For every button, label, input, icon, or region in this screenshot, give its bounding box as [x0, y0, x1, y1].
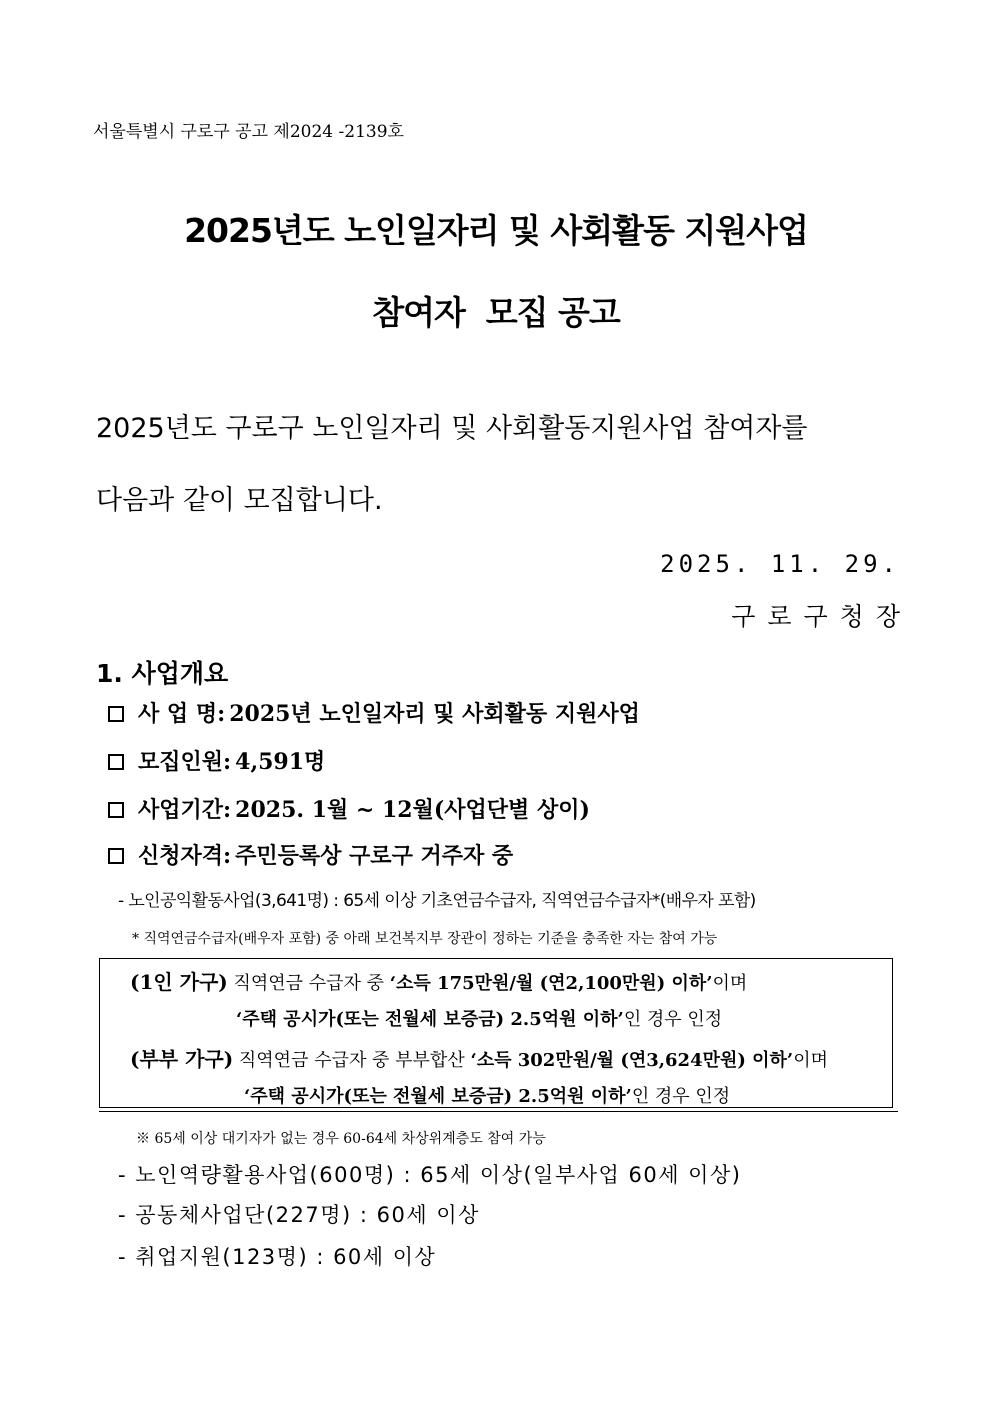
criteria-income: ‘소득 302만원/월 (연3,624만원) 이하’	[470, 1050, 794, 1071]
checkbox-square-icon	[108, 754, 124, 770]
checkbox-square-icon	[108, 706, 124, 722]
notice-date: 2025. 11. 29.	[660, 550, 900, 578]
criteria-housing: ‘주택 공시가(또는 전월세 보증금) 2.5억원 이하’	[244, 1086, 632, 1107]
list-item-capacity-project: - 노인역량활용사업(600명) : 65세 이상(일부사업 60세 이상)	[118, 1163, 742, 1187]
notice-number: 서울특별시 구로구 공고 제2024 -2139호	[93, 122, 404, 142]
list-item-community-project: - 공동체사업단(227명) : 60세 이상	[118, 1203, 480, 1227]
bullet-value: 주민등록상 구로구 거주자 중	[235, 843, 514, 869]
bullet-label: 신청자격:	[138, 843, 232, 869]
document-title-line1: 2025년도 노인일자리 및 사회활동 지원사업	[184, 211, 808, 250]
issuer: 구로구청장	[731, 602, 912, 631]
list-item-employment-support: - 취업지원(123명) : 60세 이상	[118, 1245, 437, 1269]
bullet-project-period	[108, 793, 590, 824]
bullet-label: 모집인원:	[138, 749, 232, 775]
criteria-single-line1	[130, 966, 747, 995]
criteria-text: 이며	[712, 973, 748, 994]
criteria-text: 인 경우 인정	[623, 1009, 723, 1030]
public-service-eligibility: - 노인공익활동사업(3,641명) : 65세 이상 기초연금수급자, 직역연금수급자*(배우자 포함)	[118, 891, 756, 911]
criteria-single-line2	[236, 1005, 722, 1031]
bullet-value: 4,591명	[235, 749, 326, 775]
intro-line1: 2025년도 구로구 노인일자리 및 사회활동지원사업 참여자를	[96, 413, 808, 444]
bullet-recruit-count	[108, 745, 325, 776]
criteria-text: 직역연금 수급자 중 부부합산	[233, 1050, 471, 1071]
section-heading: 1. 사업개요	[96, 659, 229, 688]
criteria-couple-line2	[244, 1082, 730, 1108]
criteria-text: 직역연금 수급자 중	[227, 973, 390, 994]
bullet-eligibility	[108, 839, 513, 870]
checkbox-square-icon	[108, 848, 124, 864]
intro-line2: 다음과 같이 모집합니다.	[96, 485, 383, 516]
document-title-line2: 참여자 모집 공고	[372, 293, 620, 332]
star-footnote: * 직역연금수급자(배우자 포함) 중 아래 보건복지부 장관이 정하는 기준을 충족한 자는 참여 가능	[132, 931, 718, 947]
exception-note: ※ 65세 이상 대기자가 없는 경우 60-64세 차상위계층도 참여 가능	[136, 1131, 546, 1147]
criteria-category: (부부 가구)	[130, 1047, 234, 1071]
divider	[99, 1111, 898, 1112]
criteria-text: 이며	[793, 1050, 828, 1071]
bullet-project-name	[108, 697, 640, 728]
bullet-label: 사 업 명:	[138, 701, 226, 727]
criteria-income: ‘소득 175만원/월 (연2,100만원) 이하’	[389, 973, 713, 994]
criteria-category: (1인 가구)	[130, 970, 228, 994]
bullet-label: 사업기간:	[138, 797, 232, 823]
bullet-value: 2025년 노인일자리 및 사회활동 지원사업	[229, 701, 640, 727]
criteria-housing: ‘주택 공시가(또는 전월세 보증금) 2.5억원 이하’	[236, 1009, 624, 1030]
criteria-text: 인 경우 인정	[631, 1086, 731, 1107]
criteria-couple-line1	[130, 1043, 828, 1072]
checkbox-square-icon	[108, 802, 124, 818]
bullet-value: 2025. 1월 ~ 12월(사업단별 상이)	[235, 797, 590, 823]
